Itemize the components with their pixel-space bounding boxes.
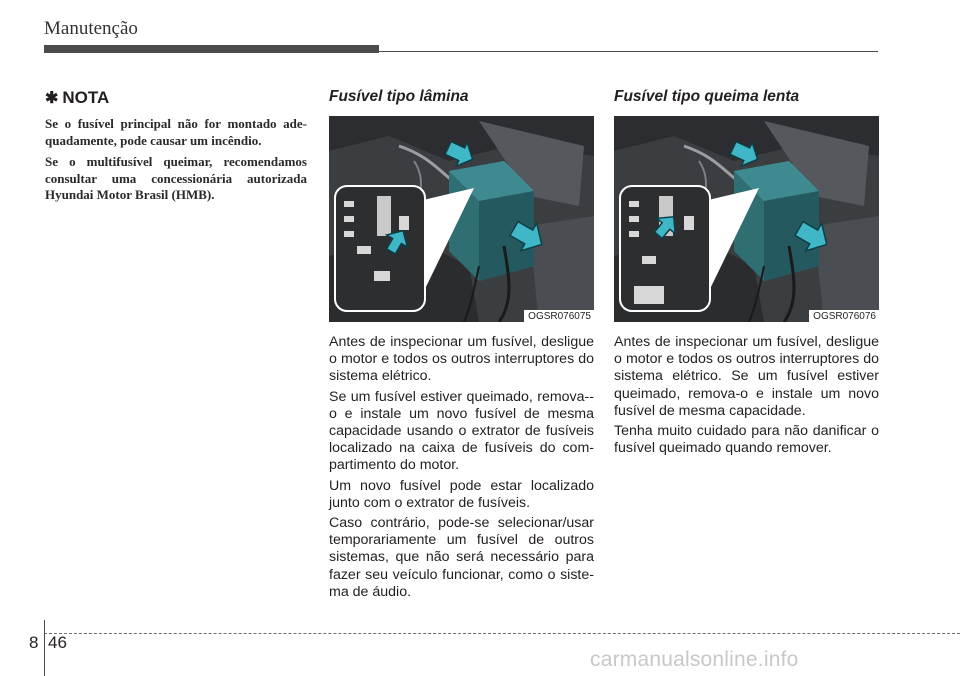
slow-blow-fuse-section [614,88,879,460]
body-paragraph: Um novo fusível pode estar localizado junto com o extrator de fusíveis. [329,477,594,511]
blade-fuse-section [329,88,594,604]
header-bar [44,45,379,53]
engine-fuse-box-photo [329,116,594,322]
note-paragraph: Se o multifusível queimar, recomendamos consultar uma concessionária autorizada Hyundai Motor Brasil (HMB). [45,154,307,202]
footer-divider [44,620,45,676]
engine-fuse-box-photo [614,116,879,322]
body-paragraph: Antes de inspecionar um fusível, desligue o motor e todos os outros interruptores do sistema elétrico. [329,334,594,385]
watermark: carmanualsonline.info [590,648,799,671]
footer-rule [44,633,960,634]
note-heading [45,88,307,108]
page-number: 46 [48,633,67,652]
image-code: OGSR076076 [809,310,879,322]
body-paragraph: Antes de inspecionar um fusível, desligue o motor e todos os outros interruptores do sistema elétrico. Se um fusível estiver queimado, remova-o e instale um novo fusível de mesma capacidade. [614,334,879,419]
body-paragraph: Tenha muito cuidado para não danificar o fusível queimado quando remover. [614,423,879,457]
note-heading-label: NOTA [62,88,110,107]
section-title: Fusível tipo queima lenta [614,88,800,105]
body-paragraph: Se um fusível estiver queimado, remova--o e instale um novo fusível de mesma capacidade usando o extrator de fusíveis localizado na caixa de fusíveis do com-partimento do motor. [329,388,594,474]
image-code: OGSR076075 [524,310,594,322]
note-box [45,88,307,209]
chapter-title: Manutenção [44,18,138,39]
body-paragraph: Caso contrário, pode-se selecionar/usar temporariamente um fusível de outros sistemas, que não será necessário para fazer seu veículo funcionar, como o siste-ma de áudio. [329,515,594,600]
note-paragraph: Se o fusível principal não for montado ade-quadamente, pode causar um incêndio. [45,116,307,148]
header-rule [379,51,878,52]
section-title: Fusível tipo lâmina [329,88,469,105]
section-number: 8 [29,633,39,652]
star-icon: ✱ [45,90,59,107]
